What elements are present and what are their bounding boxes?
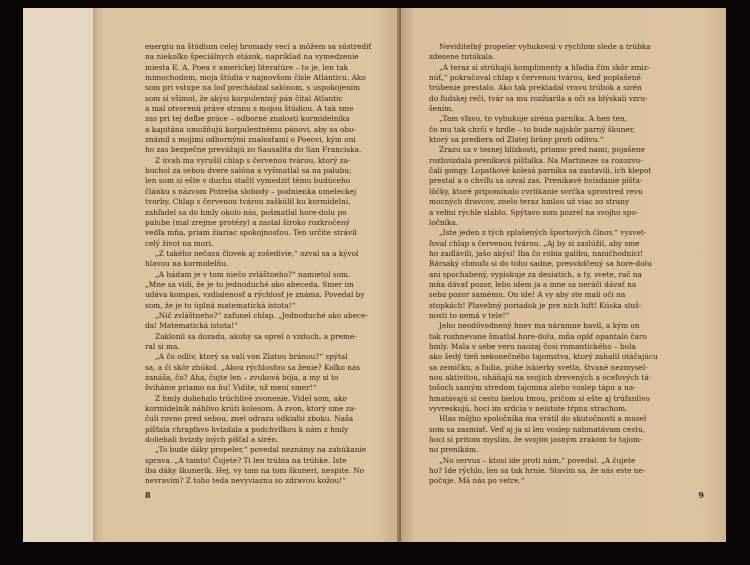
text-line: hmatávajú si cestu bielou tmou, pričom si ešte aj trúfanlivo bbox=[429, 393, 650, 403]
text-line: doliehali hvizdy iných píšťal a sirén. bbox=[145, 435, 279, 445]
text-line: ho zadlávili, jašo akýsi! Iba čo robia galibu, naničhodníci! bbox=[429, 248, 643, 258]
text-line: sa, a či skôr zhúkol. „Akou rýchlosťou sa ženie? Koľko nás bbox=[145, 362, 361, 372]
text-line: buchol za sebou dvere salóna a vyšmatlal sa na palubu; bbox=[145, 166, 352, 176]
text-line: ral si ma. bbox=[145, 341, 180, 351]
text-line: sa zemičku, a ľudia, púhe iskierky svetla, štvané nezmysel- bbox=[429, 362, 648, 372]
text-line: Zaklonil sa dozadu, akoby sa oprel o vzduch, a preme- bbox=[155, 331, 357, 341]
text-line: mocných dravcov, znelo teraz hmlou už viac zo strany bbox=[429, 197, 630, 207]
text-line: nou aktivitou, uháňajú na svojich drevených a oceľových tá- bbox=[429, 373, 652, 382]
text-line: šením. bbox=[429, 104, 454, 114]
text-line: no prenikám. bbox=[429, 445, 479, 455]
text-line: celý život na mori. bbox=[145, 238, 214, 248]
left-page-text bbox=[145, 42, 387, 487]
text-line: a mal otvorenú práve stranu s mojou štúdiou. A tak sme bbox=[145, 104, 354, 114]
text-line: „A hádam je v tom niečo zvláštneho?“ namietol som. bbox=[155, 269, 351, 279]
text-line: som sa zasmiať. Veď aj ja si len voslep nahmatávam cestu, bbox=[429, 424, 646, 434]
right-page-number: 9 bbox=[698, 490, 704, 500]
text-line: počuje. Má nás po vetre.“ bbox=[429, 476, 525, 486]
text-line: som, že je to úplná matematická istota!“ bbox=[145, 300, 296, 310]
text-line: udáva kompas, vzdialenosť a rýchlosť je známa. Povedal by bbox=[145, 290, 365, 300]
text-line: nevravím? Z toho teda nevyviaznu so zdravou kožou!“ bbox=[145, 476, 346, 486]
text-line: ktorý sa prediera od Zlatej brány proti odlivu.“ bbox=[429, 135, 604, 145]
text-line: tvorby. Chlap s červenou tvárou zaškúlil ku kormidelni, bbox=[145, 197, 351, 207]
text-line: stopkách! Plavebný poriadok je pre nich luft! Kúska sluš- bbox=[429, 300, 642, 310]
text-line: ločníka. bbox=[429, 217, 459, 227]
text-line: zas pri tej deľbe práce – odborné znalosti kormidelníka bbox=[145, 114, 350, 124]
text-line: ľoval chlap s červenou tvárou. „Aj by si zaslúžil, aby sme bbox=[429, 238, 640, 248]
text-line: palube (mal zrejme protézy) a zastal široko rozkročený bbox=[145, 217, 350, 227]
page-fold-shadow bbox=[93, 8, 99, 542]
text-line: tak rozhnevane šmatlal hore-dolu, mňa opäť opantalo čaro bbox=[429, 331, 647, 341]
text-line: mimochodom, moja štúdia v najnovšom čísle Atlanticu. Ako bbox=[145, 73, 366, 83]
text-line: Jeho neodôvodnený hnev ma náramne bavil, a kým on bbox=[439, 321, 640, 331]
text-line: Zrazu sa v tesnej blízkosti, priamo pred nami, pojašene bbox=[439, 145, 645, 155]
text-line: ho zas bezpečne prevážajú zo Sausalita do San Franciska. bbox=[145, 145, 362, 155]
text-line: „To bude dáky propeler,“ povedal neznámy na zahúkanie bbox=[155, 445, 367, 455]
text-line: Z hmly doliehalo trúchlivé zvonenie. Videl som, ako bbox=[155, 393, 347, 403]
text-line: sprava. „A tamto! Čujete? Ti len trúbia na trúbke. Iste bbox=[145, 455, 347, 465]
right-page-text bbox=[429, 42, 708, 487]
text-line: vyvreskujú, hoci im srdcia v neistote tŕpnu strachom. bbox=[429, 404, 628, 414]
text-line: len som si ešte v duchu stačil vymedziť tému budúceho bbox=[145, 176, 351, 186]
text-line: článku s názvom Potreba slobody – podnienka umeleckej bbox=[145, 186, 357, 196]
text-line: „Nič zvláštneho?“ zafunel chlap. „Jednoduché ako abece- bbox=[155, 310, 368, 320]
text-line: Bársaký chmuľo si do toho sadne, presvädčený sa hore-dolu bbox=[429, 259, 652, 269]
text-line: ani spochabený, vypiskuje za desiatich, a ty, svete, rač na bbox=[429, 269, 642, 279]
text-line: núť,“ pokračoval chlap s červenou tvárou, keď poplašené bbox=[429, 73, 641, 83]
text-line: čali gongy. Lopatkové kolesá parníka sa zastavili, ich klepot bbox=[429, 166, 652, 176]
text-line: trúbenie prestalo. Ako tak prekladal vravu trúbok a sirén bbox=[429, 83, 642, 93]
text-line: prestal a o chvíľu sa ozval zas. Prenikavé hvízdanie píšťa- bbox=[429, 176, 643, 186]
text-line: a kapitána umožňujú korpulentnému pánovi, aby sa obo- bbox=[145, 124, 356, 134]
text-line: zahľadel sa do hmly okolo nás, pošmatlal hore-dolu po bbox=[145, 207, 347, 217]
text-line: známil s mojimi odbornými znalosťami o Poeovi, kým oni bbox=[145, 135, 356, 145]
text-line: ho? Ide rýchlo, len sa tak hrnie. Stavím sa, že nás este ne- bbox=[429, 466, 646, 476]
text-line: som pri vstupe na loď prechádzal salónom, s uspokojením bbox=[145, 83, 360, 93]
text-line: som si všimol, že akýsi korpulentný pán čítal Atlantic bbox=[145, 93, 343, 103]
text-line: vedľa mňa, priam žiariac spokojnosťou. Ten určite strávil bbox=[145, 228, 357, 238]
text-line: na niekoľko špeciálnych otázok, napríklad na vymedzenie bbox=[145, 52, 359, 62]
text-line: „A čo odliv, ktorý sa valí von Zlatou bránou?“ spýtal bbox=[155, 352, 348, 362]
text-line: energiu na štúdium celej hromady vecí a môžem sa sústrediť bbox=[145, 42, 372, 51]
text-line: čuli rovno pred sebou, znel odrazu odkiaľsi zboku. Naša bbox=[145, 414, 354, 424]
left-page-number: 8 bbox=[145, 490, 151, 500]
text-line: seba pozor samému. On ide! A vy aby ste mali oči na bbox=[429, 290, 626, 300]
text-line: nosti to nemá v tele!“ bbox=[429, 310, 510, 320]
text-line: „Z takého nečasu človek aj zošedivie,“ ozval sa a kývol bbox=[155, 248, 359, 258]
text-line: iba dáky škunerík. Hej, vy tam na tom škuneri, nespite. No bbox=[145, 466, 365, 476]
text-line: „Tam vľavo, to vyhukuje siréna parníka. A hen ten, bbox=[439, 114, 627, 124]
text-line: čo mu tak chrčí v hrdle – to bude najskôr parný škuner, bbox=[429, 124, 635, 134]
left-page bbox=[23, 8, 401, 542]
text-line: miesta E. A. Poea v americkej literatúre – to je, len tak bbox=[145, 62, 349, 72]
text-line: mňa dávať pozor, lebo idem ja a mne sa neráči dávať na bbox=[429, 279, 637, 289]
text-line: „No servus – ktosi ide proti nám,“ povedal. „A čujete bbox=[439, 455, 636, 465]
text-line: kormidelník náhlivo krúti kolesom. A zvon, ktorý sme za- bbox=[145, 404, 357, 414]
text-line: šviháme priamo na ňu! Vidíte, už mení smer!“ bbox=[145, 383, 317, 393]
text-line: ako šedý tieň nekonečného tajomstva, ktorý zahalil otáčajúcu bbox=[429, 352, 658, 362]
text-line: zdesene tutúkala. bbox=[429, 52, 495, 62]
text-line: tošoch samým stredom tajomna alebo voslep tápu a na- bbox=[429, 383, 636, 393]
text-line: hlavou na kormidelňu. bbox=[145, 259, 229, 269]
text-line: do ľudskej reči, tvár sa mu rozžiarila a oči sa blýskali vzru- bbox=[429, 93, 648, 103]
text-line: „Mne sa vidí, že je to jednoduché ako abeceda. Smer im bbox=[145, 279, 354, 289]
text-line: lôčky, ktoré pripomínalo cvrlikanie svrčka uprostred revu bbox=[429, 186, 643, 196]
text-line: hmly. Mala v sebe veru naozaj čosi romantického – bola bbox=[429, 341, 636, 351]
text-line: Neviditeľný propeler vyhukoval v rýchlom slede a trúbka bbox=[439, 42, 651, 51]
text-line: píšťala chrapľavo hvízdala a podchvíľkou k nám z hmly bbox=[145, 424, 349, 434]
text-line: zanáša, čo? Aha, čujte len – zvuková bója, a my si to bbox=[145, 373, 339, 382]
text-line: Hlas môjho spoločníka ma vrátil do skutočnosti a musel bbox=[439, 414, 647, 424]
text-line: da! Matematická istota!“ bbox=[145, 321, 239, 331]
text-line: rozhvízdala prenikavá píšťalka. Na Martineze sa rozozvu- bbox=[429, 155, 643, 165]
text-line: hoci si pritom myslím, že svojím jasným zrakom to tajom- bbox=[429, 435, 643, 445]
text-line: a veľmi rýchle slablo. Spýtavo som pozrel na svojho spo- bbox=[429, 207, 639, 217]
text-line: „Iste jeden z tých splašených športových člnov,“ vysvet- bbox=[439, 228, 647, 238]
text-line: „A teraz si strúhajú komplimenty a hľadia čím skôr zmiz- bbox=[439, 62, 651, 72]
right-page bbox=[401, 8, 726, 542]
text-line: Z úvah ma vyrušil chlap s červenou tvárou, ktorý za- bbox=[155, 155, 351, 165]
